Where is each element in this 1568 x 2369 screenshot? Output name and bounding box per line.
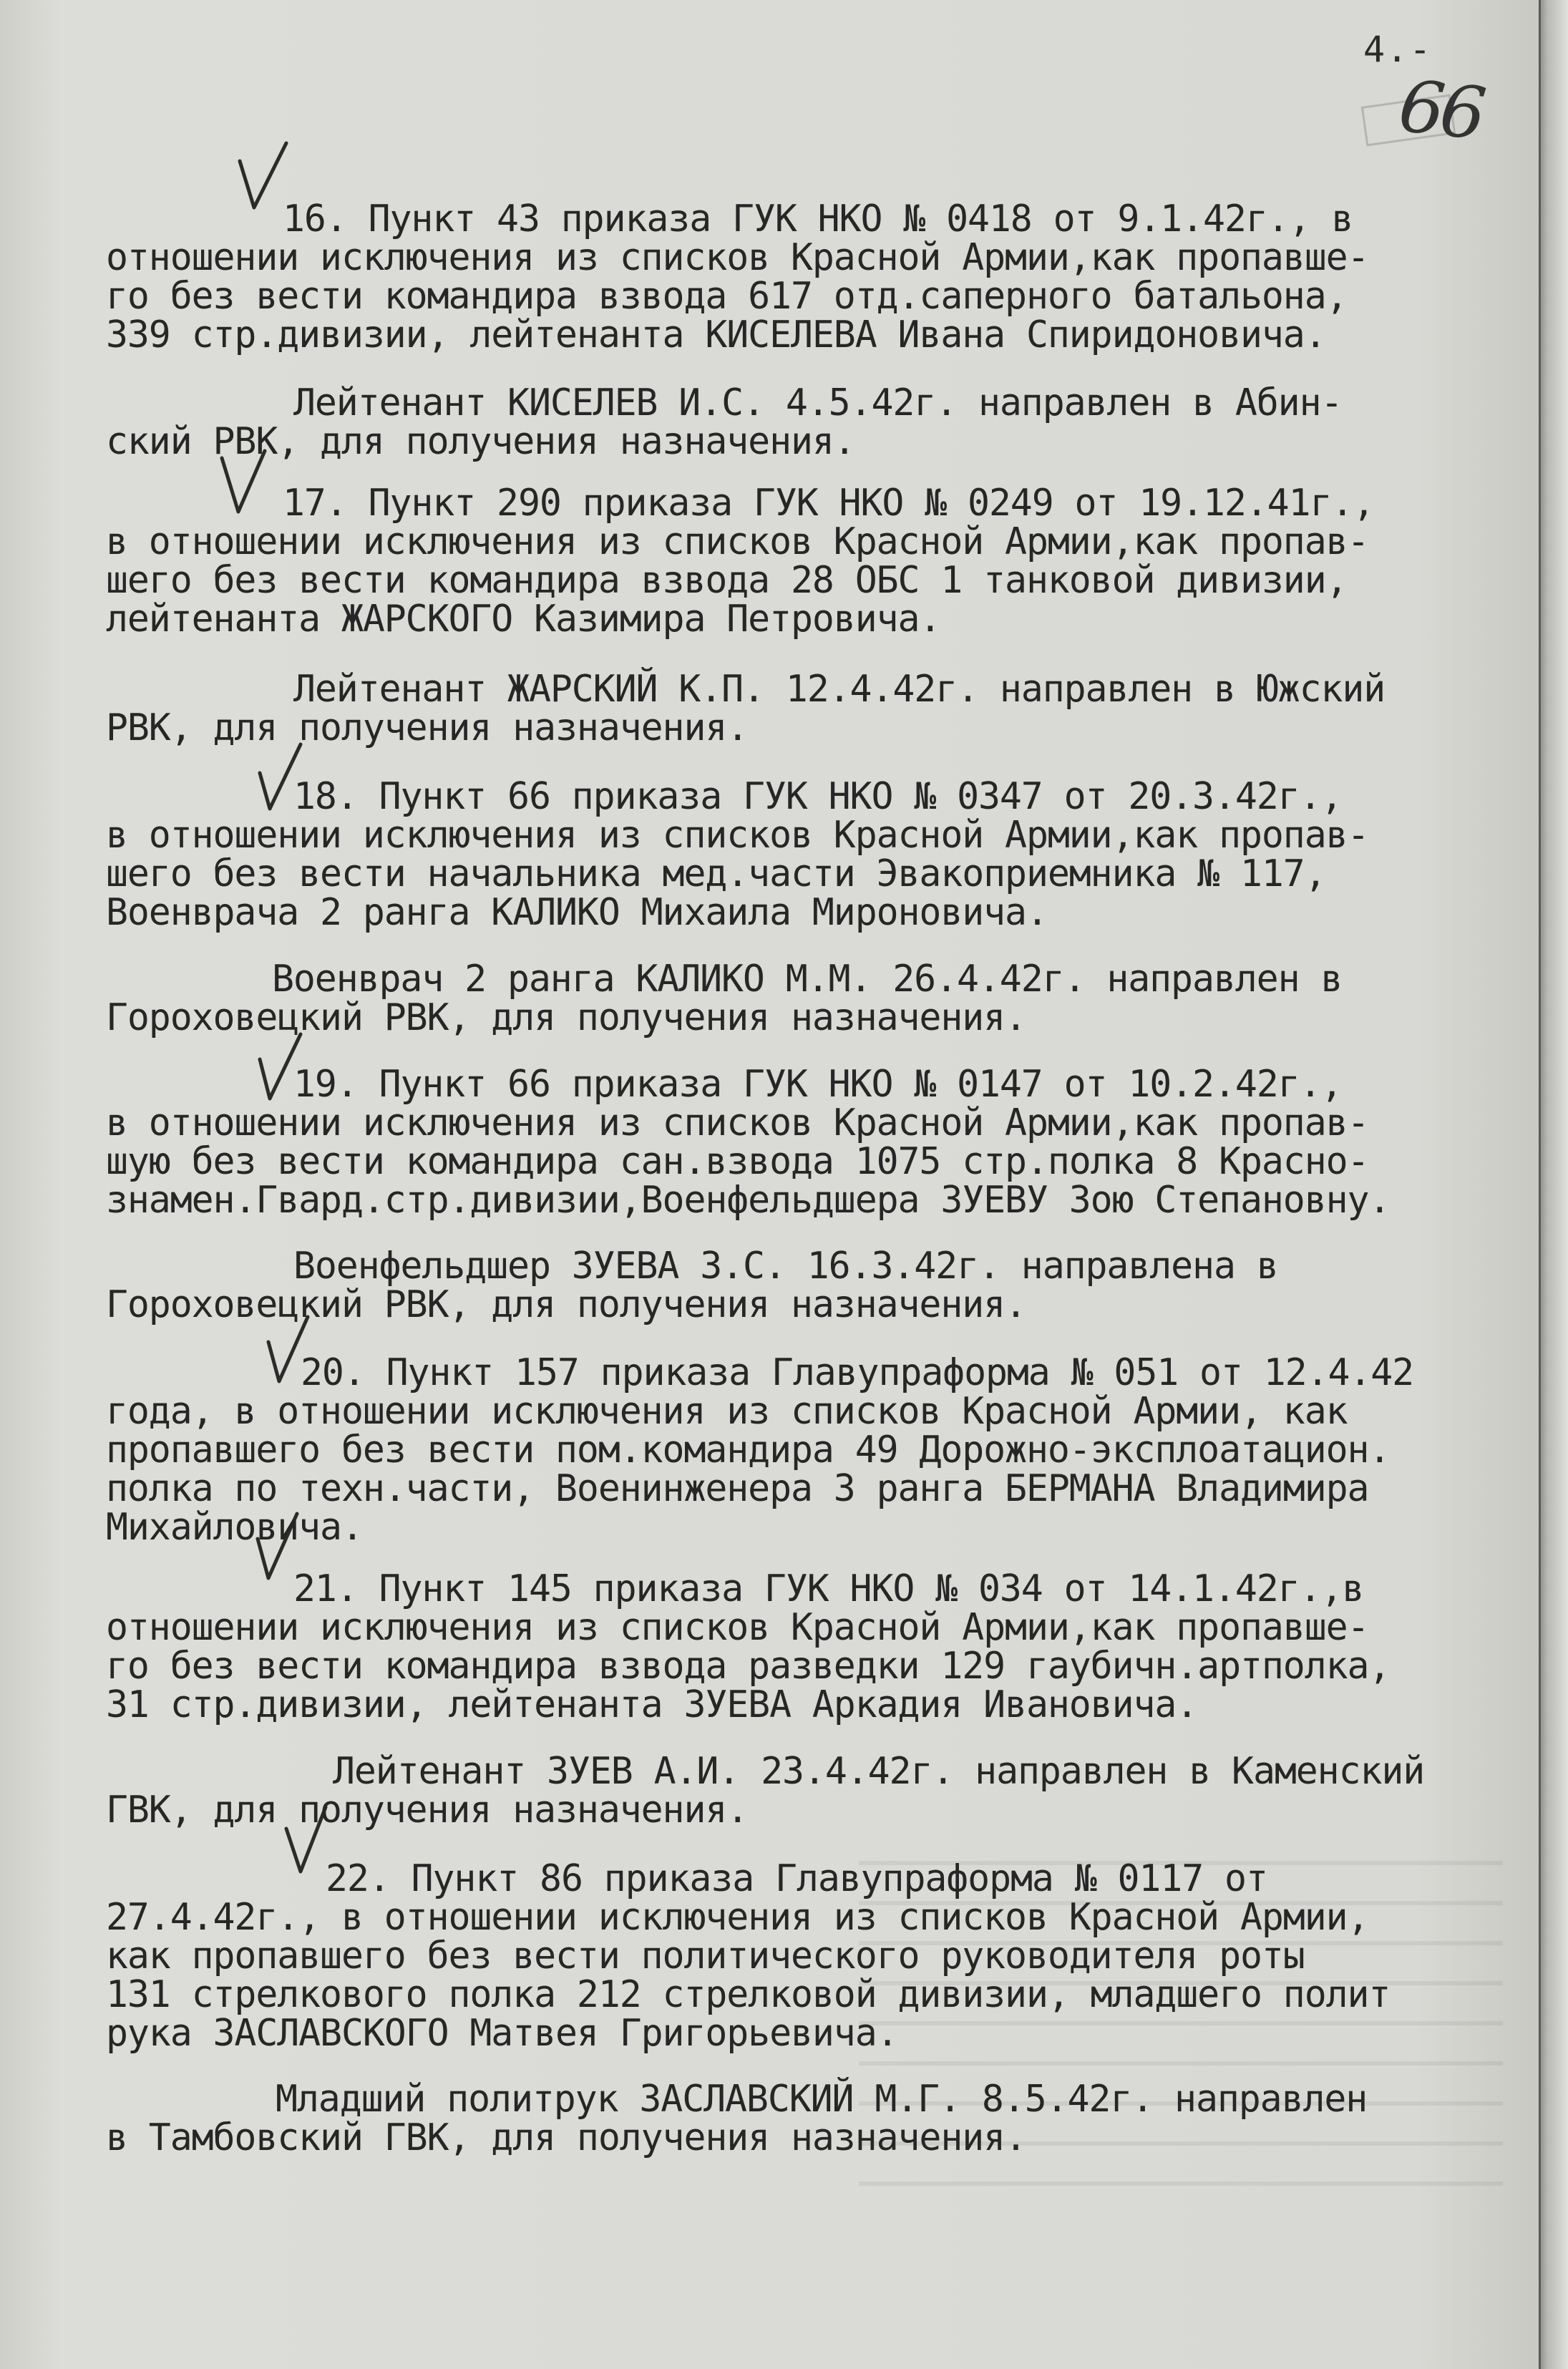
page-number: 4.- (1363, 29, 1433, 70)
text-line: Военфельдшер ЗУЕВА З.С. 16.3.42г. направлена в (293, 1245, 1278, 1288)
text-line: 16. Пункт 43 приказа ГУК НКО № 0418 от 9.1.42г., в (283, 198, 1353, 240)
text-line: в отношении исключения из списков Красной Армии,как пропав- (106, 814, 1369, 857)
text-line: как пропавшего без вести политического руководителя роты (106, 1935, 1305, 1978)
text-line: го без вести командира взвода 617 отд.саперного батальона, (106, 275, 1348, 318)
text-line: в отношении исключения из списков Красной Армии,как пропав- (106, 1101, 1369, 1144)
text-line: 20. Пункт 157 приказа Главупраформа № 051 от 12.4.42 (301, 1351, 1414, 1394)
text-line: знамен.Гвард.стр.дивизии,Военфельдшера ЗУЕВУ Зою Степановну. (106, 1179, 1391, 1222)
text-line: 339 стр.дивизии, лейтенанта КИСЕЛЕВА Ивана Спиридоновича. (106, 313, 1326, 356)
text-line: пропавшего без вести пом.командира 49 Дорожно-эксплоатацион. (106, 1429, 1391, 1471)
text-line: 31 стр.дивизии, лейтенанта ЗУЕВА Аркадия Ивановича. (106, 1683, 1198, 1726)
text-line: ский РВК, для получения назначения. (106, 420, 855, 463)
text-line: 17. Пункт 290 приказа ГУК НКО № 0249 от 19.12.41г., (283, 482, 1375, 525)
text-line: Лейтенант ЖАРСКИЙ К.П. 12.4.42г. направлен в Южский (293, 668, 1386, 711)
text-line: го без вести командира взвода разведки 129 гаубичн.артполка, (106, 1645, 1391, 1688)
text-line: 22. Пункт 86 приказа Главупраформа № 0117 от (326, 1857, 1267, 1900)
archive-sheet-number: 66 (1395, 64, 1486, 156)
text-line: в Тамбовский ГВК, для получения назначения. (106, 2116, 1026, 2159)
text-line: рука ЗАСЛАВСКОГО Матвея Григорьевича. (106, 2012, 898, 2055)
text-line: Лейтенант КИСЕЛЕВ И.С. 4.5.42г. направлен в Абин- (293, 381, 1343, 424)
text-line: лейтенанта ЖАРСКОГО Казимира Петровича. (106, 598, 941, 641)
text-line: Младший политрук ЗАСЛАВСКИЙ М.Г. 8.5.42г. направлен (276, 2078, 1368, 2121)
text-line: шего без вести командира взвода 28 ОБС 1 танковой дивизии, (106, 559, 1348, 602)
text-line: Гороховецкий РВК, для получения назначения. (106, 996, 1026, 1039)
text-line: Лейтенант ЗУЕВ А.И. 23.4.42г. направлен в Каменский (333, 1750, 1425, 1793)
text-line: в отношении исключения из списков Красной Армии,как пропав- (106, 520, 1369, 563)
text-line: года, в отношении исключения из списков Красной Армии, как (106, 1390, 1348, 1433)
text-line: 131 стрелкового полка 212 стрелковой дивизии, младшего полит (106, 1973, 1391, 2016)
text-line: полка по техн.части, Военинженера 3 ранга БЕРМАНА Владимира (106, 1467, 1369, 1510)
text-line: отношении исключения из списков Красной Армии,как пропавше- (106, 1606, 1369, 1649)
text-line: ГВК, для получения назначения. (106, 1789, 749, 1832)
text-line: 18. Пункт 66 приказа ГУК НКО № 0347 от 20.3.42г., (293, 775, 1343, 818)
text-line: Михайловича. (106, 1506, 363, 1549)
text-line: Военврача 2 ранга КАЛИКО Михаила Мироновича. (106, 891, 1048, 934)
text-line: Гороховецкий РВК, для получения назначения. (106, 1283, 1026, 1326)
text-line: отношении исключения из списков Красной Армии,как пропавше- (106, 236, 1369, 279)
text-line: 27.4.42г., в отношении исключения из списков Красной Армии, (106, 1896, 1369, 1939)
text-line: 21. Пункт 145 приказа ГУК НКО № 034 от 14.1.42г.,в (293, 1567, 1364, 1610)
text-line: шего без вести начальника мед.части Эвакоприемника № 117, (106, 852, 1326, 895)
text-line: шую без вести командира сан.взвода 1075 стр.полка 8 Красно- (106, 1140, 1369, 1183)
text-line: Военврач 2 ранга КАЛИКО М.М. 26.4.42г. направлен в (272, 958, 1343, 1001)
text-line: РВК, для получения назначения. (106, 706, 749, 749)
page-binding-edge (1539, 0, 1568, 2369)
text-line: 19. Пункт 66 приказа ГУК НКО № 0147 от 10.2.42г., (293, 1063, 1343, 1106)
